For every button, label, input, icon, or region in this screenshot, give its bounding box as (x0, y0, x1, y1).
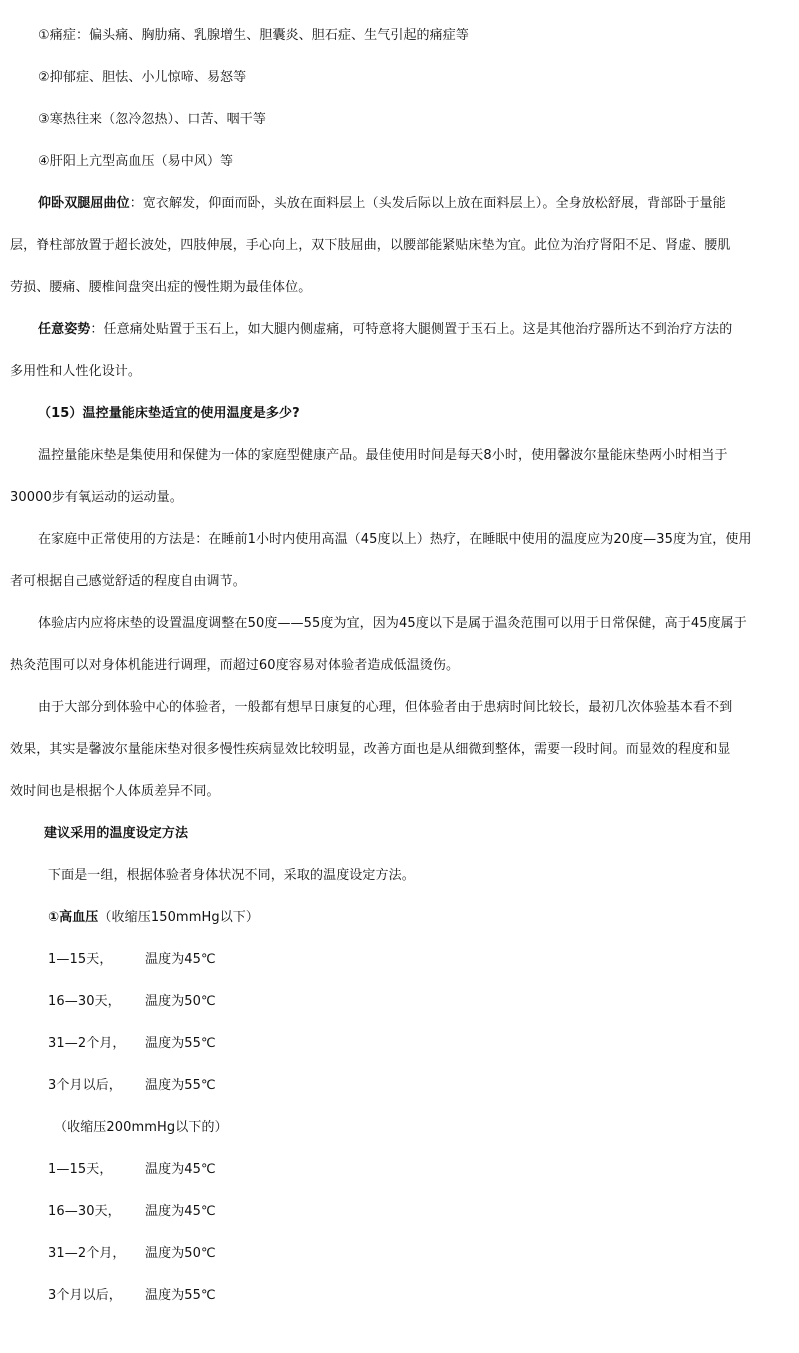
schedule-temperature: 温度为50℃ (145, 994, 216, 1009)
hypertension-title: ①高血压 (48, 910, 99, 925)
schedule-period: 1—15天， (48, 952, 113, 967)
schedule-period: 16—30天， (48, 1204, 121, 1219)
schedule-period: 31—2个月， (48, 1246, 126, 1261)
hypertension-note: （收缩压150mmHg以下） (98, 910, 259, 925)
schedule-temperature: 温度为45℃ (145, 952, 216, 967)
section-title (44, 825, 188, 843)
list-item-2: ②抑郁症、胆怯、小儿惊啼、易怒等 (38, 70, 247, 85)
list-item-4: ④肝阳上亢型高血压（易中风）等 (38, 154, 234, 169)
question-heading (38, 405, 300, 423)
paragraph-text: ：任意痛处贴置于玉石上，如大腿内侧虚痛，可特意将大腿侧置于玉石上。这是其他治疗器所达不到治疗方法的 (90, 322, 733, 337)
paragraph-3-line-1: 体验店内应将床垫的设置温度调整在50度——55度为宜，因为45度以下是属于温灸范围可以用于日常保健，高于45度属于 (38, 616, 747, 631)
question-heading-text: （15）温控量能床垫适宜的使用温度是多少? (38, 406, 300, 421)
schedule-temperature: 温度为50℃ (145, 1246, 216, 1261)
list-item-1: ①痛症：偏头痛、胸肋痛、乳腺增生、胆囊炎、胆石症、生气引起的痛症等 (38, 28, 469, 43)
term-supine: 仰卧双腿屈曲位 (38, 196, 130, 211)
paragraph-supine-line-3: 劳损、腰痛、腰椎间盘突出症的慢性期为最佳体位。 (10, 280, 312, 295)
hypertension-heading (48, 909, 259, 927)
schedule-temperature: 温度为45℃ (145, 1162, 216, 1177)
paragraph-text: ：宽衣解发，仰面而卧，头放在面料层上（头发后际以上放在面料层上）。全身放松舒展，背部卧于量能 (129, 196, 726, 211)
schedule-period: 3个月以后， (48, 1288, 122, 1303)
paragraph-supine-line-2: 层，脊柱部放置于超长波处，四肢伸展，手心向上，双下肢屈曲，以腰部能紧贴床垫为宜。此位为治疗肾阳不足、肾虚、腰肌 (10, 238, 731, 253)
section-title-text: 建议采用的温度设定方法 (44, 826, 189, 841)
paragraph-4-line-2: 效果，其实是馨波尔量能床垫对很多慢性疾病显效比较明显，改善方面也是从细微到整体，需要一段时间。而显效的程度和显 (10, 742, 731, 757)
schedule-temperature: 温度为45℃ (145, 1204, 216, 1219)
paragraph-1-line-1: 温控量能床垫是集使用和保健为一体的家庭型健康产品。最佳使用时间是每天8小时，使用馨波尔量能床垫两小时相当于 (38, 448, 728, 463)
schedule-temperature: 温度为55℃ (145, 1288, 216, 1303)
paragraph-4-line-3: 效时间也是根据个人体质差异不同。 (10, 784, 220, 799)
paragraph-any-line-1 (38, 321, 732, 339)
schedule-temperature: 温度为55℃ (145, 1036, 216, 1051)
paragraph-2-line-2: 者可根据自己感觉舒适的程度自由调节。 (10, 574, 246, 589)
paragraph-any-line-2: 多用性和人性化设计。 (10, 364, 142, 379)
hypertension-note-2: （收缩压200mmHg以下的） (54, 1120, 228, 1135)
paragraph-3-line-2: 热灸范围可以对身体机能进行调理，而超过60度容易对体验者造成低温烫伤。 (10, 658, 460, 673)
paragraph-4-line-1: 由于大部分到体验中心的体验者，一般都有想早日康复的心理，但体验者由于患病时间比较长，最初几次体验基本看不到 (38, 700, 733, 715)
paragraph-2-line-1: 在家庭中正常使用的方法是：在睡前1小时内使用高温（45度以上）热疗，在睡眠中使用的温度应为20度—35度为宜，使用 (38, 532, 752, 547)
schedule-period: 16—30天， (48, 994, 121, 1009)
schedule-period: 3个月以后， (48, 1078, 122, 1093)
schedule-period: 31—2个月， (48, 1036, 126, 1051)
schedule-period: 1—15天， (48, 1162, 113, 1177)
list-item-3: ③寒热往来（忽冷忽热）、口苦、咽干等 (38, 112, 266, 127)
section-intro: 下面是一组，根据体验者身体状况不同，采取的温度设定方法。 (48, 868, 415, 883)
paragraph-supine-line-1 (38, 195, 726, 213)
schedule-temperature: 温度为55℃ (145, 1078, 216, 1093)
paragraph-1-line-2: 30000步有氧运动的运动量。 (10, 490, 183, 505)
term-any-posture: 任意姿势 (38, 322, 91, 337)
